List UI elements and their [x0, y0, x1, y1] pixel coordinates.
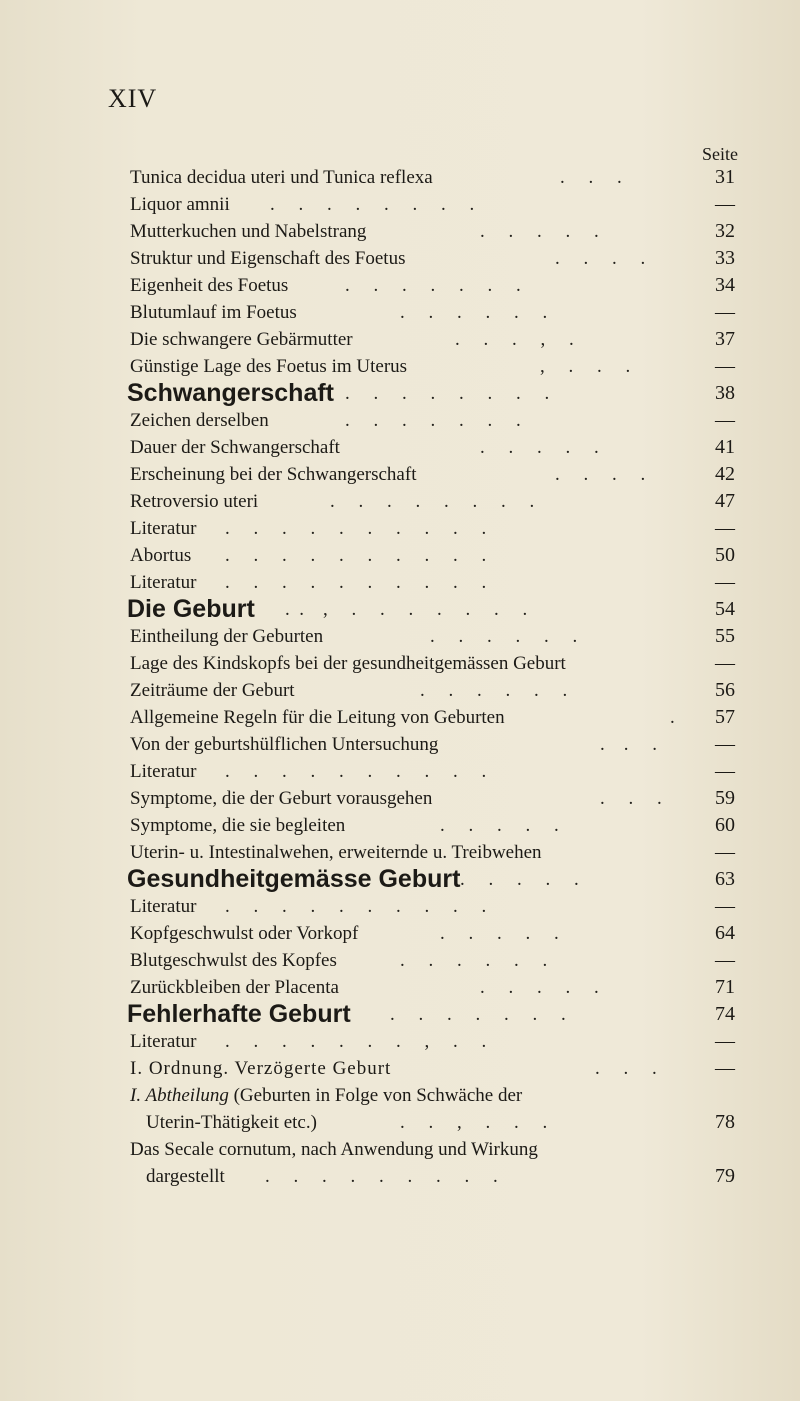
toc-entry-page: —: [715, 652, 735, 674]
toc-entry-label: Zurückbleiben der Placenta: [130, 977, 339, 998]
toc-entry-page: 50: [715, 544, 735, 566]
toc-entry-page: 42: [715, 463, 735, 485]
toc-entry-label: Literatur: [130, 572, 197, 593]
leader-dots: . . . . . . . .: [330, 491, 535, 512]
toc-entry-page: 79: [715, 1165, 735, 1187]
toc-entry-page: 37: [715, 328, 735, 350]
toc-entry-label: Struktur und Eigenschaft des Foetus: [130, 248, 406, 269]
leader-dots: . . . . . . .: [345, 410, 521, 431]
leader-dots: . . . . . . . . . .: [225, 545, 487, 566]
leader-dots: . . , . . . . . . .: [285, 599, 528, 620]
toc-entry-label: Zeichen derselben: [130, 410, 269, 431]
leader-dots: . . . . . . . . . .: [225, 761, 487, 782]
toc-entry: [0, 1028, 800, 1055]
leader-dots: . . . . . . . . . .: [225, 572, 487, 593]
leader-dots: . . . . .: [440, 815, 559, 836]
leader-dots: . . .: [595, 1058, 657, 1079]
leader-dots: . . . . . . . , . .: [225, 1031, 487, 1052]
leader-dots: .: [670, 707, 675, 728]
toc-entry-page: —: [715, 409, 735, 431]
leader-dots: . . . . . . . . . .: [225, 518, 487, 539]
toc-entry: [0, 1082, 800, 1109]
toc-entry-label: Blutgeschwulst des Kopfes: [130, 950, 337, 971]
toc-entry-label-italic: I. Abtheilung: [130, 1085, 229, 1106]
toc-entry: [0, 920, 800, 947]
leader-dots: . . . . .: [480, 221, 599, 242]
toc-entry-page: 63: [715, 868, 735, 890]
leader-dots: . . . , .: [455, 329, 574, 350]
leader-dots: . . . . .: [480, 437, 599, 458]
toc-entry-label: Eigenheit des Foetus: [130, 275, 289, 296]
toc-entry: [0, 1163, 800, 1190]
toc-entry-label: Fehlerhafte Geburt: [127, 1000, 351, 1028]
toc-entry-label: I. Ordnung. Verzögerte Geburt: [130, 1058, 392, 1079]
toc-entry-page: —: [715, 841, 735, 863]
toc-entry: [0, 1109, 800, 1136]
toc-entry-label: Tunica decidua uteri und Tunica reflexa: [130, 167, 433, 188]
leader-dots: , . . .: [540, 356, 631, 377]
toc-entry-label: Eintheilung der Geburten: [130, 626, 324, 647]
leader-dots: . . . . . . . .: [345, 383, 550, 404]
toc-entry-label: Kopfgeschwulst oder Vorkopf: [130, 923, 359, 944]
toc-entry-page: —: [715, 193, 735, 215]
toc-entry-label: Dauer der Schwangerschaft: [130, 437, 340, 458]
toc-entry-label: Von der geburtshülflichen Untersuchung: [130, 734, 439, 755]
leader-dots: . . . .: [555, 464, 646, 485]
toc-entry: [0, 272, 800, 299]
toc-entry-label: Schwangerschaft: [127, 379, 335, 407]
toc-entry: [0, 758, 800, 785]
toc-entry-label: Lage des Kindskopfs bei der gesundheitgemässen Geburt: [130, 653, 566, 674]
leader-dots: . . . . . .: [430, 626, 578, 647]
toc-entry-label-rest: (Geburten in Folge von Schwäche der: [228, 1085, 523, 1106]
toc-entry-label: Allgemeine Regeln für die Leitung von Geburten: [130, 707, 505, 728]
toc-entry-page: 60: [715, 814, 735, 836]
toc-entry: [0, 488, 800, 515]
leader-dots: . . , . . .: [400, 1112, 548, 1133]
leader-dots: . . . . . . . . .: [265, 1166, 498, 1187]
toc-entry: [0, 191, 800, 218]
toc-entry: [0, 704, 800, 731]
toc-entry-label: Mutterkuchen und Nabelstrang: [130, 221, 367, 242]
toc-entry-page: 55: [715, 625, 735, 647]
toc-entry: [0, 623, 800, 650]
leader-dots: . . . . .: [480, 977, 599, 998]
leader-dots: . . .: [560, 167, 622, 188]
toc-section-heading: [0, 380, 800, 407]
toc-entry-page: —: [715, 1030, 735, 1052]
toc-entry-page: 64: [715, 922, 735, 944]
toc-entry-label: Uterin- u. Intestinalwehen, erweiternde u. Treibwehen: [130, 842, 542, 863]
toc-entry: [0, 1136, 800, 1163]
toc-entry-page: 32: [715, 220, 735, 242]
leader-dots: . . .: [600, 734, 657, 755]
toc-entry: [0, 299, 800, 326]
toc-entry-page: 31: [715, 166, 735, 188]
toc-entry: [0, 974, 800, 1001]
toc-entry: [0, 650, 800, 677]
leader-dots: . . .: [600, 788, 662, 809]
seite-column-label: Seite: [702, 144, 738, 164]
toc-entry: [0, 731, 800, 758]
page-number: XIV: [108, 84, 158, 113]
leader-dots: . . . .: [555, 248, 646, 269]
toc-section-heading: [0, 866, 800, 893]
toc-entry: [0, 947, 800, 974]
leader-dots: . . . . . .: [400, 950, 548, 971]
toc-section-heading: [0, 596, 800, 623]
toc-entry: [0, 1055, 800, 1082]
toc-entry-page: 56: [715, 679, 735, 701]
toc-entry: [0, 785, 800, 812]
toc-entry: [0, 407, 800, 434]
toc-entry: [0, 245, 800, 272]
toc-entry-label: Liquor amnii: [130, 194, 230, 215]
toc-entry-page: —: [715, 733, 735, 755]
toc-entry: [0, 515, 800, 542]
toc-entry-label: Literatur: [130, 761, 197, 782]
toc-entry: [0, 677, 800, 704]
toc-entry-label: Abortus: [130, 545, 192, 566]
toc-entry-page: 38: [715, 382, 735, 404]
toc-entry-page: —: [715, 1057, 735, 1079]
toc-entry-page: 78: [715, 1111, 735, 1133]
toc-entry-page: 41: [715, 436, 735, 458]
toc-entry-page: —: [715, 571, 735, 593]
toc-entry-page: 71: [715, 976, 735, 998]
toc-entry-label: Das Secale cornutum, nach Anwendung und Wirkung: [130, 1139, 538, 1160]
toc-entry: [0, 893, 800, 920]
toc-entry-label: Günstige Lage des Foetus im Uterus: [130, 356, 408, 377]
toc-entry: [0, 218, 800, 245]
toc-section-heading: [0, 1001, 800, 1028]
toc-entry: [0, 164, 800, 191]
toc-entry: [0, 569, 800, 596]
toc-entry: [0, 353, 800, 380]
toc-entry-label: Uterin-Thätigkeit etc.): [146, 1112, 317, 1133]
toc-entry-page: —: [715, 355, 735, 377]
toc-entry-label: Symptome, die sie begleiten: [130, 815, 346, 836]
leader-dots: . . . . . .: [400, 302, 548, 323]
leader-dots: . . . . . . .: [390, 1004, 566, 1025]
toc-entry-page: —: [715, 895, 735, 917]
leader-dots: . . . . .: [440, 923, 559, 944]
toc-entry-label: Literatur: [130, 896, 197, 917]
toc-entry-page: 74: [715, 1003, 735, 1025]
toc-entry-label: Blutumlauf im Foetus: [130, 302, 297, 323]
leader-dots: . . . . .: [460, 869, 579, 890]
toc-entry-page: —: [715, 949, 735, 971]
toc-entry-label: Symptome, die der Geburt vorausgehen: [130, 788, 433, 809]
toc-entry-label: [130, 1082, 522, 1109]
toc-entry: [0, 542, 800, 569]
toc-entry-page: —: [715, 517, 735, 539]
toc-entry-page: —: [715, 760, 735, 782]
leader-dots: . . . . . . . .: [270, 194, 475, 215]
toc-entry-label: dargestellt: [146, 1166, 225, 1187]
toc-entry-page: 47: [715, 490, 735, 512]
toc-entry-page: 59: [715, 787, 735, 809]
toc-entry-page: 34: [715, 274, 735, 296]
toc-entry-page: —: [715, 301, 735, 323]
leader-dots: . . . . . . . . . .: [225, 896, 487, 917]
toc-entry-page: 57: [715, 706, 735, 728]
leader-dots: . . . . . . .: [345, 275, 521, 296]
toc-entry: [0, 461, 800, 488]
toc-entry: [0, 434, 800, 461]
toc-entry-label: Retroversio uteri: [130, 491, 259, 512]
toc-entry: [0, 326, 800, 353]
toc-entry-label: Zeiträume der Geburt: [130, 680, 295, 701]
toc-entry-page: 54: [715, 598, 735, 620]
leader-dots: . . . . . .: [420, 680, 568, 701]
toc-entry-label: Gesundheitgemässe Geburt: [127, 865, 461, 893]
toc-entry-label: Literatur: [130, 518, 197, 539]
toc-entry: [0, 839, 800, 866]
toc-entry-label: Die schwangere Gebärmutter: [130, 329, 353, 350]
toc-entry-label: Literatur: [130, 1031, 197, 1052]
toc-entry-page: 33: [715, 247, 735, 269]
toc-entry-label: Die Geburt: [127, 595, 255, 623]
toc-entry: [0, 812, 800, 839]
toc-entry-label: Erscheinung bei der Schwangerschaft: [130, 464, 417, 485]
